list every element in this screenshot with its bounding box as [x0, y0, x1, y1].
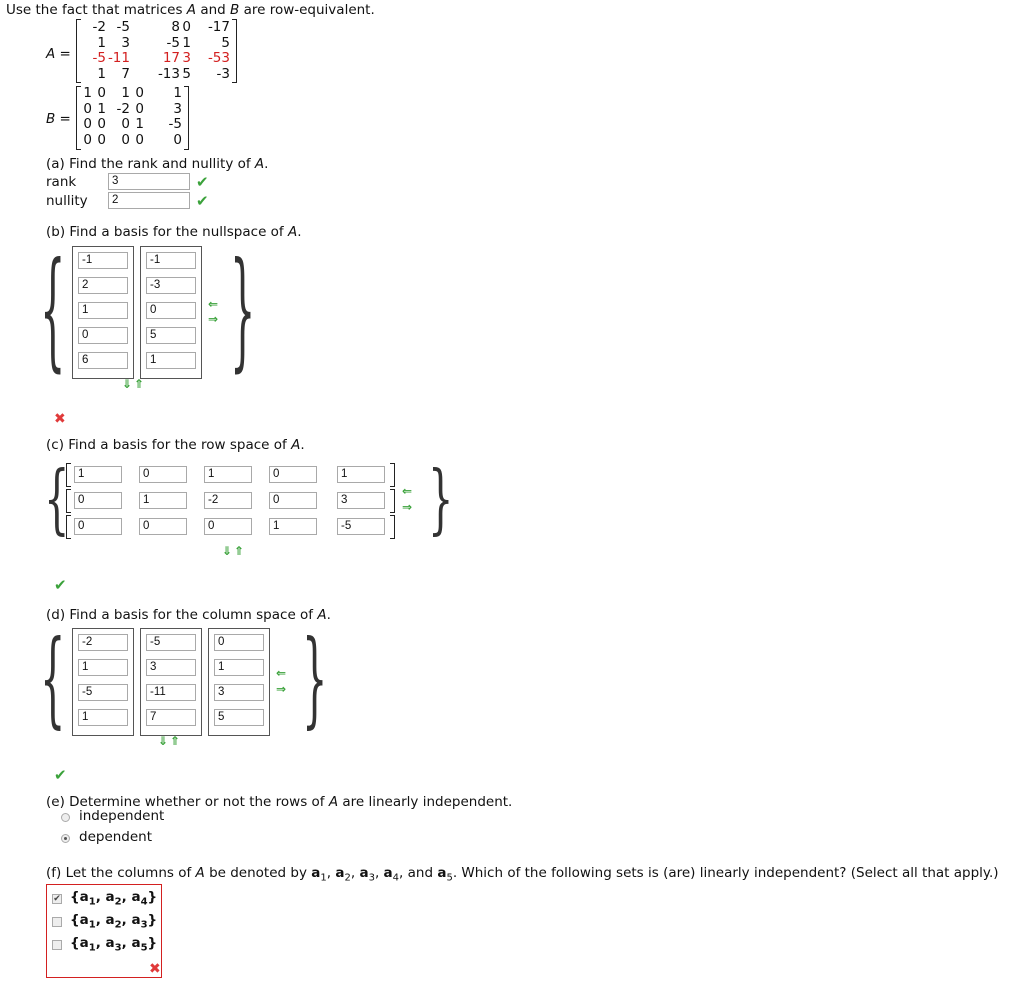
matrix-cell: -13	[157, 65, 180, 82]
vector-entry-input[interactable]: 0	[74, 518, 122, 535]
matrix-cell: -2	[116, 100, 130, 117]
right-brace: }	[302, 620, 328, 740]
vector-entry-input[interactable]: 1	[78, 709, 128, 726]
arrow-right-icon[interactable]: ⇒	[208, 312, 219, 326]
vector-entry-input[interactable]: 1	[146, 352, 196, 369]
matrix-cell: 1	[97, 65, 106, 82]
arrow-up-icon[interactable]: ⇑	[134, 377, 145, 391]
matrix-cell: -5	[166, 34, 180, 51]
option-a1-a2-a4: {$a_1$, $a_2$, $a_4$}	[70, 889, 158, 908]
matrix-cell: -17	[207, 19, 230, 35]
matrix-b-label: B =	[46, 111, 71, 127]
matrix-cell: 3	[121, 34, 130, 51]
intro-text: Use the fact that matrices A and B are row-equivalent.	[6, 2, 375, 18]
row-vector-bracket-right	[390, 489, 395, 513]
matrix-cell: 17	[162, 50, 180, 66]
arrow-left-icon[interactable]: ⇐	[208, 297, 219, 311]
matrix-cell: 0	[83, 100, 92, 117]
vector-entry-input[interactable]: 1	[74, 466, 122, 483]
matrix-cell: 3	[182, 50, 191, 66]
matrix-cell: 0	[121, 116, 130, 132]
matrix-cell: -2	[92, 19, 106, 35]
radio-dependent[interactable]	[61, 834, 70, 843]
vector-entry-input[interactable]: -11	[146, 684, 196, 701]
matrix-cell: 7	[121, 65, 130, 82]
matrix-cell: 0	[173, 131, 182, 148]
matrix-cell: -3	[216, 65, 230, 82]
matrix-cell: 0	[135, 85, 144, 101]
row-vector-bracket-left	[66, 463, 71, 487]
vector-entry-input[interactable]: -5	[78, 684, 128, 701]
matrix-cell: 1	[83, 85, 92, 101]
vector-entry-input[interactable]: -5	[146, 634, 196, 651]
matrix-a-label: A =	[46, 46, 71, 62]
left-brace: {	[40, 620, 66, 740]
nullity-input[interactable]: 2	[108, 192, 190, 209]
part-f-prompt: (f) Let the columns of A be denoted by $a_1$, $a_2$, $a_3$, $a_4$, and $a_5$. Which of the following sets is (are) linearly independent? (Select all that apply.)	[46, 865, 999, 884]
vector-entry-input[interactable]: 0	[146, 302, 196, 319]
matrix-cell: 0	[135, 100, 144, 117]
part-d-prompt: (d) Find a basis for the column space of A.	[46, 607, 331, 623]
vector-entry-input[interactable]: 1	[78, 659, 128, 676]
row-vector-bracket-right	[390, 463, 395, 487]
part-a-prompt: (a) Find the rank and nullity of A.	[46, 156, 269, 172]
vector-entry-input[interactable]: 3	[337, 492, 385, 509]
vector-entry-input[interactable]: -2	[204, 492, 252, 509]
vector-entry-input[interactable]: 7	[146, 709, 196, 726]
option-independent-label: independent	[79, 808, 165, 824]
matrix-cell: 5	[221, 34, 230, 51]
vector-entry-input[interactable]: 0	[269, 466, 317, 483]
matrix-cell: 1	[97, 100, 106, 117]
vector-entry-input[interactable]: 0	[78, 327, 128, 344]
vector-entry-input[interactable]: -2	[78, 634, 128, 651]
matrix-cell: 0	[97, 131, 106, 148]
arrow-up-icon[interactable]: ⇑	[170, 734, 181, 748]
vector-entry-input[interactable]: -1	[146, 252, 196, 269]
option-a1-a3-a5: {$a_1$, $a_3$, $a_5$}	[70, 935, 158, 954]
vector-entry-input[interactable]: 1	[269, 518, 317, 535]
vector-entry-input[interactable]: 0	[139, 466, 187, 483]
vector-entry-input[interactable]: 1	[214, 659, 264, 676]
vector-entry-input[interactable]: 0	[269, 492, 317, 509]
vector-entry-input[interactable]: 0	[74, 492, 122, 509]
vector-entry-input[interactable]: -3	[146, 277, 196, 294]
matrix-cell: 1	[121, 85, 130, 101]
checkmark-icon: ✔	[196, 173, 209, 191]
radio-independent[interactable]	[61, 813, 70, 822]
vector-entry-input[interactable]: 1	[139, 492, 187, 509]
matrix-cell: 1	[173, 85, 182, 101]
matrix-cell: 0	[97, 85, 106, 101]
arrow-up-icon[interactable]: ⇑	[234, 544, 245, 558]
matrix-cell: 0	[83, 131, 92, 148]
arrow-right-icon[interactable]: ⇒	[276, 682, 287, 696]
rank-label: rank	[46, 174, 77, 190]
arrow-right-icon[interactable]: ⇒	[402, 500, 413, 514]
vector-entry-input[interactable]: 2	[78, 277, 128, 294]
vector-entry-input[interactable]: 1	[204, 466, 252, 483]
checkmark-icon: ✔	[196, 192, 209, 210]
left-brace: {	[44, 456, 70, 544]
cross-icon: ✖	[54, 411, 66, 427]
checkmark-icon: ✔	[54, 576, 67, 594]
part-b-prompt: (b) Find a basis for the nullspace of A.	[46, 224, 302, 240]
right-brace: }	[230, 238, 256, 386]
vector-entry-input[interactable]: 0	[204, 518, 252, 535]
matrix-cell: 0	[97, 116, 106, 132]
checkmark-icon: ✔	[54, 766, 67, 784]
row-vector-bracket-left	[66, 489, 71, 513]
vector-entry-input[interactable]: 0	[214, 634, 264, 651]
vector-entry-input[interactable]: -1	[78, 252, 128, 269]
matrix-cell: -53	[207, 50, 230, 66]
matrix-cell: 1	[182, 34, 191, 51]
vector-entry-input[interactable]: 3	[214, 684, 264, 701]
matrix-cell: 0	[182, 19, 191, 35]
cross-icon: ✖	[149, 961, 161, 977]
matrix-cell: 1	[135, 116, 144, 132]
vector-entry-input[interactable]: 1	[337, 466, 385, 483]
matrix-cell: 5	[182, 65, 191, 82]
matrix-cell: 0	[121, 131, 130, 148]
arrow-down-icon[interactable]: ⇓	[158, 734, 169, 748]
rank-input[interactable]: 3	[108, 173, 190, 190]
arrow-down-icon[interactable]: ⇓	[122, 377, 133, 391]
checkbox-a1-a2-a4[interactable]: ✔	[53, 894, 61, 904]
part-c-prompt: (c) Find a basis for the row space of A.	[46, 437, 305, 453]
option-dependent-label: dependent	[79, 829, 153, 845]
vector-entry-input[interactable]: -5	[337, 518, 385, 535]
vector-entry-input[interactable]: 6	[78, 352, 128, 369]
nullity-label: nullity	[46, 193, 88, 209]
matrix-cell: -11	[107, 50, 130, 66]
vector-entry-input[interactable]: 3	[146, 659, 196, 676]
matrix-cell: 8	[171, 19, 180, 35]
arrow-down-icon[interactable]: ⇓	[222, 544, 233, 558]
matrix-cell: -5	[92, 50, 106, 66]
checkbox-a1-a3-a5[interactable]	[52, 940, 62, 950]
part-e-prompt: (e) Determine whether or not the rows of A are linearly independent.	[46, 794, 513, 810]
left-brace: {	[40, 238, 66, 386]
row-vector-bracket-right	[390, 515, 395, 539]
vector-entry-input[interactable]: 0	[139, 518, 187, 535]
arrow-left-icon[interactable]: ⇐	[276, 666, 287, 680]
vector-entry-input[interactable]: 1	[78, 302, 128, 319]
matrix-cell: 0	[83, 116, 92, 132]
vector-entry-input[interactable]: 5	[146, 327, 196, 344]
right-brace: }	[428, 456, 454, 544]
matrix-cell: -5	[116, 19, 130, 35]
matrix-cell: 3	[173, 100, 182, 117]
matrix-cell: 0	[135, 131, 144, 148]
option-a1-a2-a3: {$a_1$, $a_2$, $a_3$}	[70, 912, 158, 931]
checkbox-a1-a2-a3[interactable]	[52, 917, 62, 927]
arrow-left-icon[interactable]: ⇐	[402, 484, 413, 498]
matrix-cell: -5	[168, 116, 182, 132]
matrix-cell: 1	[97, 34, 106, 51]
vector-entry-input[interactable]: 5	[214, 709, 264, 726]
row-vector-bracket-left	[66, 515, 71, 539]
